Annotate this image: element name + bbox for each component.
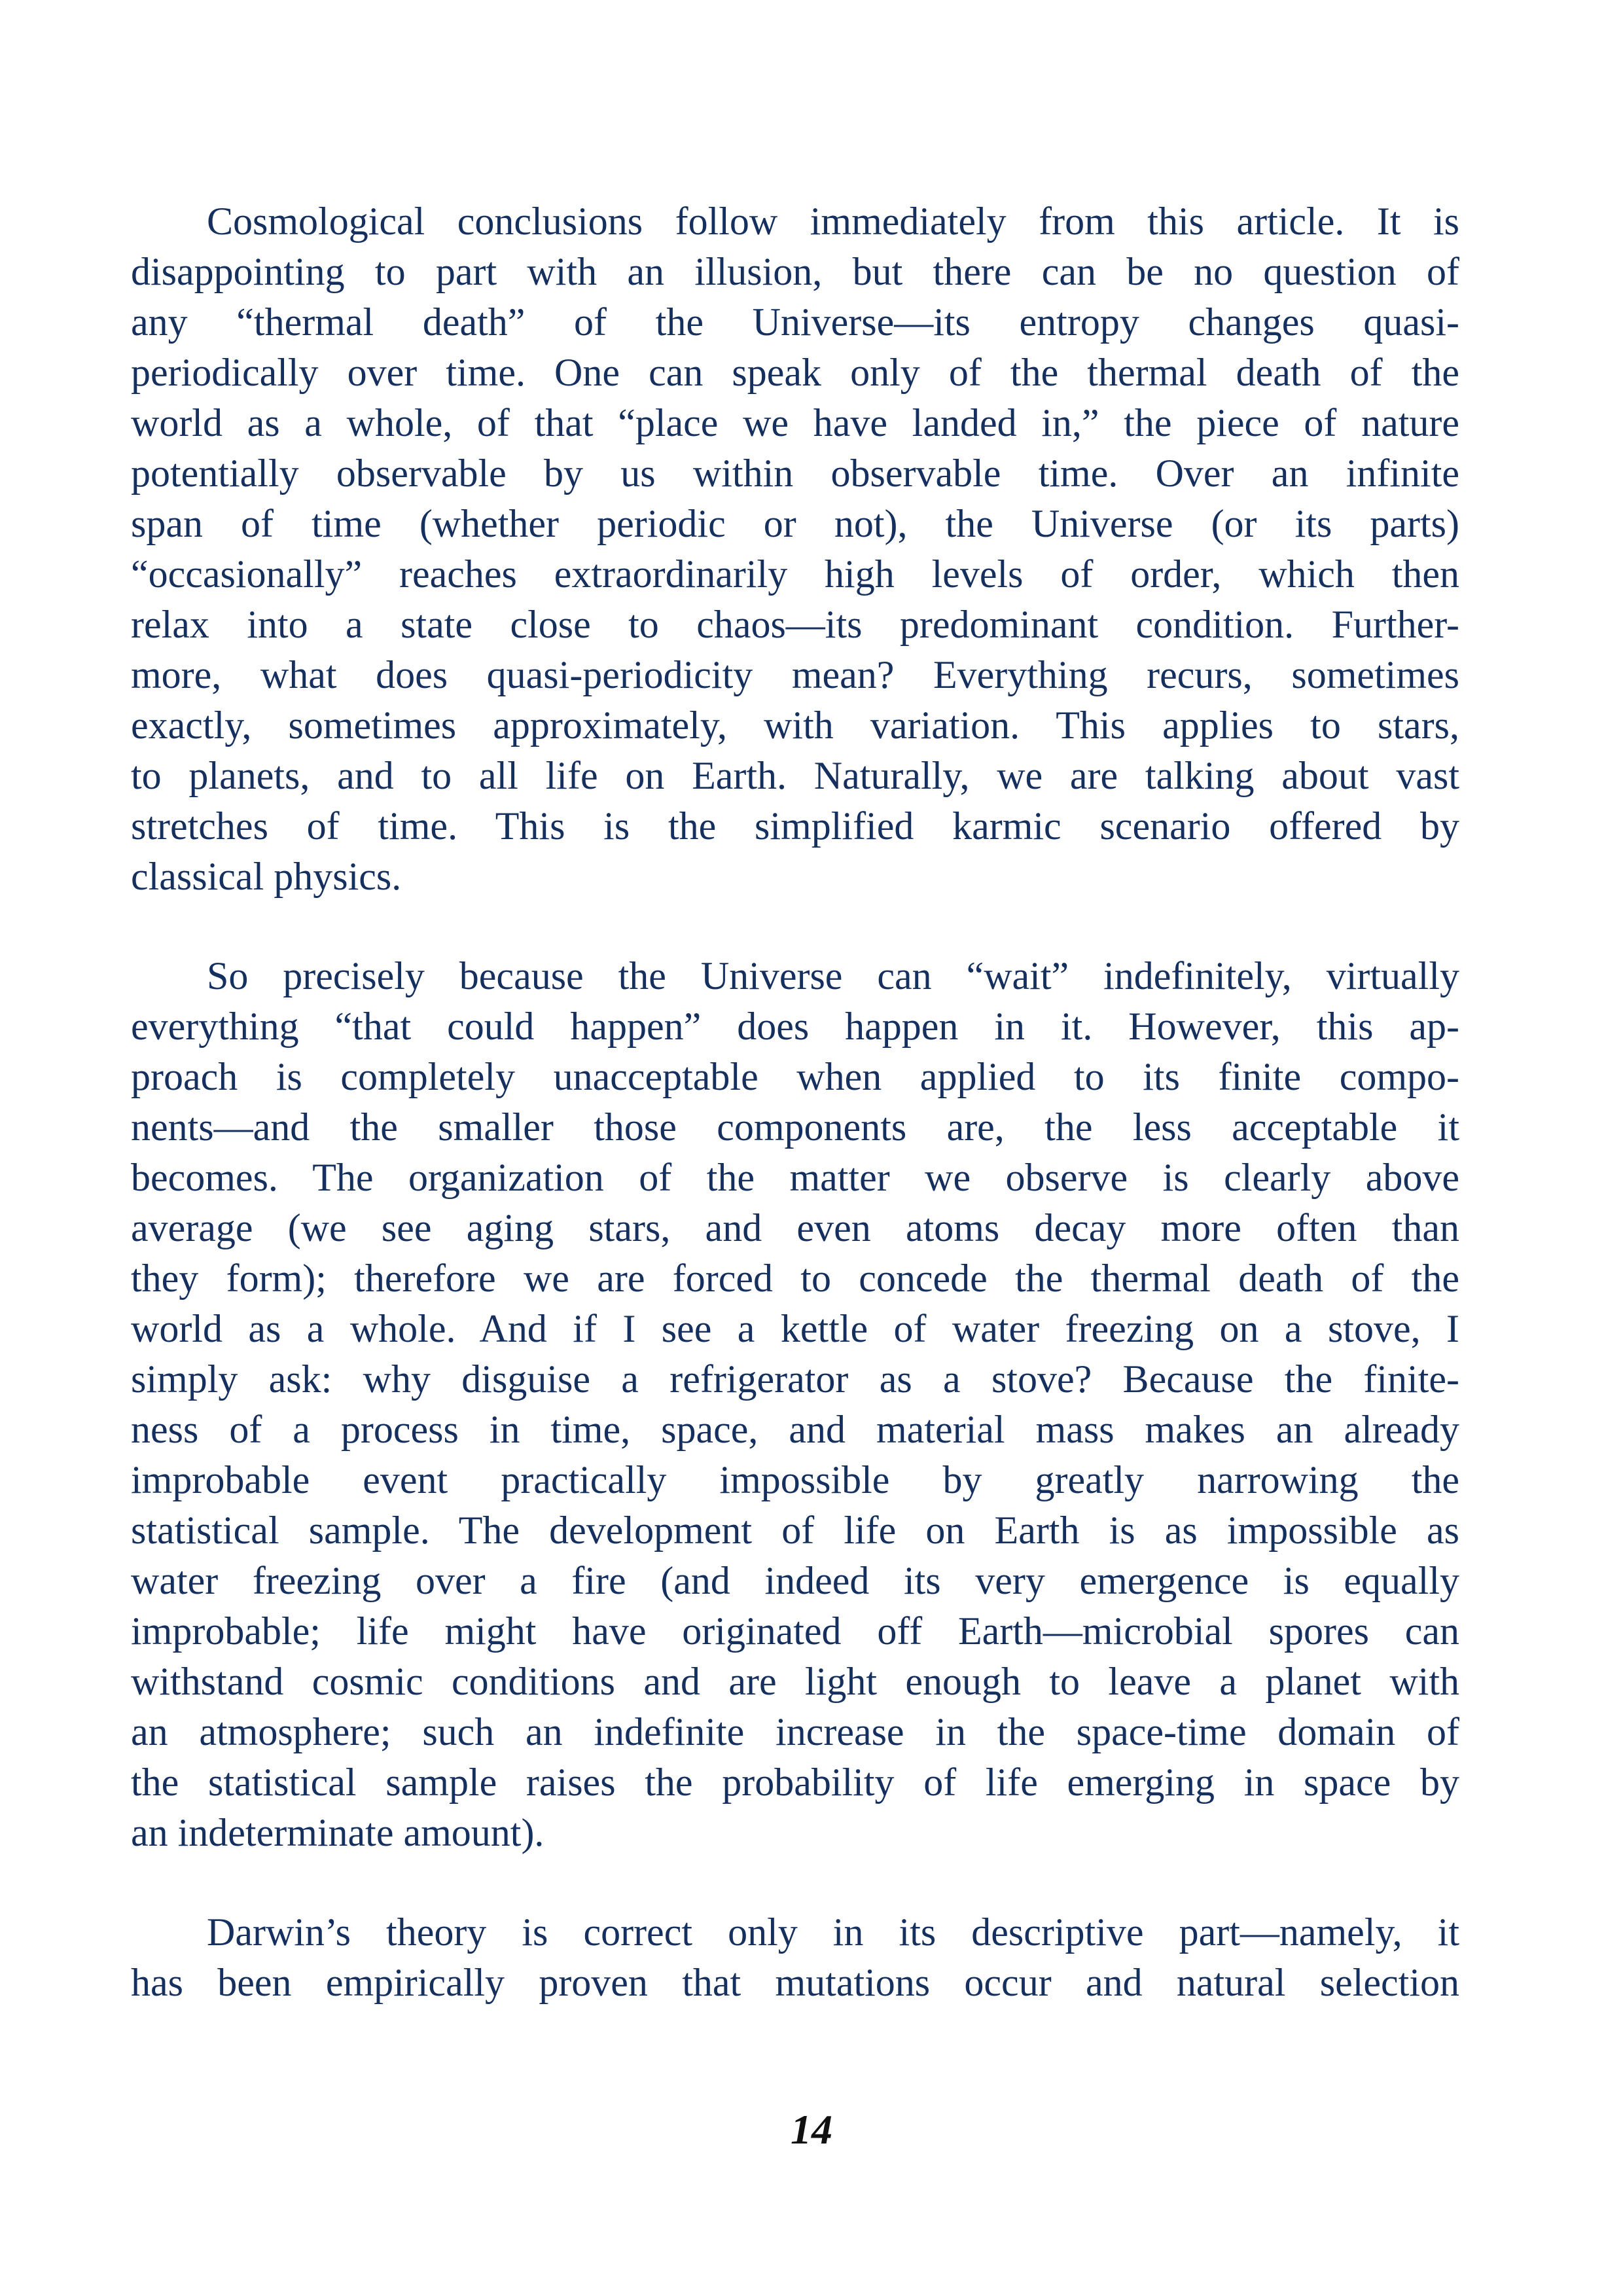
text-line: Cosmological conclusions follow immediately from this article. It is: [207, 200, 1459, 243]
text-line: withstand cosmic conditions and are light enough to leave a planet with: [131, 1660, 1459, 1703]
text-line: an atmosphere; such an indefinite increase in the space-time domain of: [131, 1710, 1459, 1753]
text-line: proach is completely unacceptable when applied to its finite compo-: [131, 1055, 1459, 1098]
text-line: any “thermal death” of the Universe—its entropy changes quasi-: [131, 300, 1459, 344]
text-line: potentially observable by us within observable time. Over an infinite: [131, 452, 1459, 495]
paragraph: [131, 1907, 1459, 2008]
paragraph: [131, 951, 1459, 1858]
text-line: average (we see aging stars, and even atoms decay more often than: [131, 1206, 1459, 1249]
text-line: world as a whole, of that “place we have landed in,” the piece of nature: [131, 401, 1459, 444]
text-line: water freezing over a fire (and indeed its very emergence is equally: [131, 1559, 1459, 1602]
text-line: disappointing to part with an illusion, but there can be no question of: [131, 250, 1459, 293]
text-line: “occasionally” reaches extraordinarily high levels of order, which then: [131, 552, 1459, 596]
text-line: an indeterminate amount).: [131, 1811, 544, 1854]
text-block: [131, 196, 1459, 2008]
text-line: stretches of time. This is the simplified karmic scenario offered by: [131, 804, 1459, 848]
text-line: world as a whole. And if I see a kettle of water freezing on a stove, I: [131, 1307, 1459, 1350]
paragraph: [131, 196, 1459, 902]
text-line: everything “that could happen” does happen in it. However, this ap-: [131, 1005, 1459, 1048]
text-line: statistical sample. The development of life on Earth is as impossible as: [131, 1509, 1459, 1552]
text-line: becomes. The organization of the matter we observe is clearly above: [131, 1156, 1459, 1199]
page-number: 14: [791, 2106, 832, 2153]
text-line: they form); therefore we are forced to concede the thermal death of the: [131, 1257, 1459, 1300]
text-line: So precisely because the Universe can “wait” indefinitely, virtually: [207, 954, 1459, 997]
text-line: ness of a process in time, space, and material mass makes an already: [131, 1408, 1459, 1451]
text-line: more, what does quasi-periodicity mean? Everything recurs, sometimes: [131, 653, 1459, 696]
text-line: relax into a state close to chaos—its predominant condition. Further-: [131, 603, 1459, 646]
text-line: simply ask: why disguise a refrigerator as a stove? Because the finite-: [131, 1357, 1459, 1401]
text-line: span of time (whether periodic or not), the Universe (or its parts): [131, 502, 1459, 545]
text-line: nents—and the smaller those components are, the less acceptable it: [131, 1105, 1459, 1149]
text-line: improbable event practically impossible by greatly narrowing the: [131, 1458, 1459, 1501]
text-line: Darwin’s theory is correct only in its descriptive part—namely, it: [207, 1910, 1459, 1954]
text-line: to planets, and to all life on Earth. Naturally, we are talking about vast: [131, 754, 1459, 797]
text-line: has been empirically proven that mutations occur and natural selection: [131, 1961, 1459, 2004]
text-line: improbable; life might have originated off Earth—microbial spores can: [131, 1609, 1459, 1653]
text-line: classical physics.: [131, 855, 402, 898]
text-line: the statistical sample raises the probability of life emerging in space by: [131, 1761, 1459, 1804]
text-line: periodically over time. One can speak only of the thermal death of the: [131, 351, 1459, 394]
text-line: exactly, sometimes approximately, with variation. This applies to stars,: [131, 704, 1459, 747]
